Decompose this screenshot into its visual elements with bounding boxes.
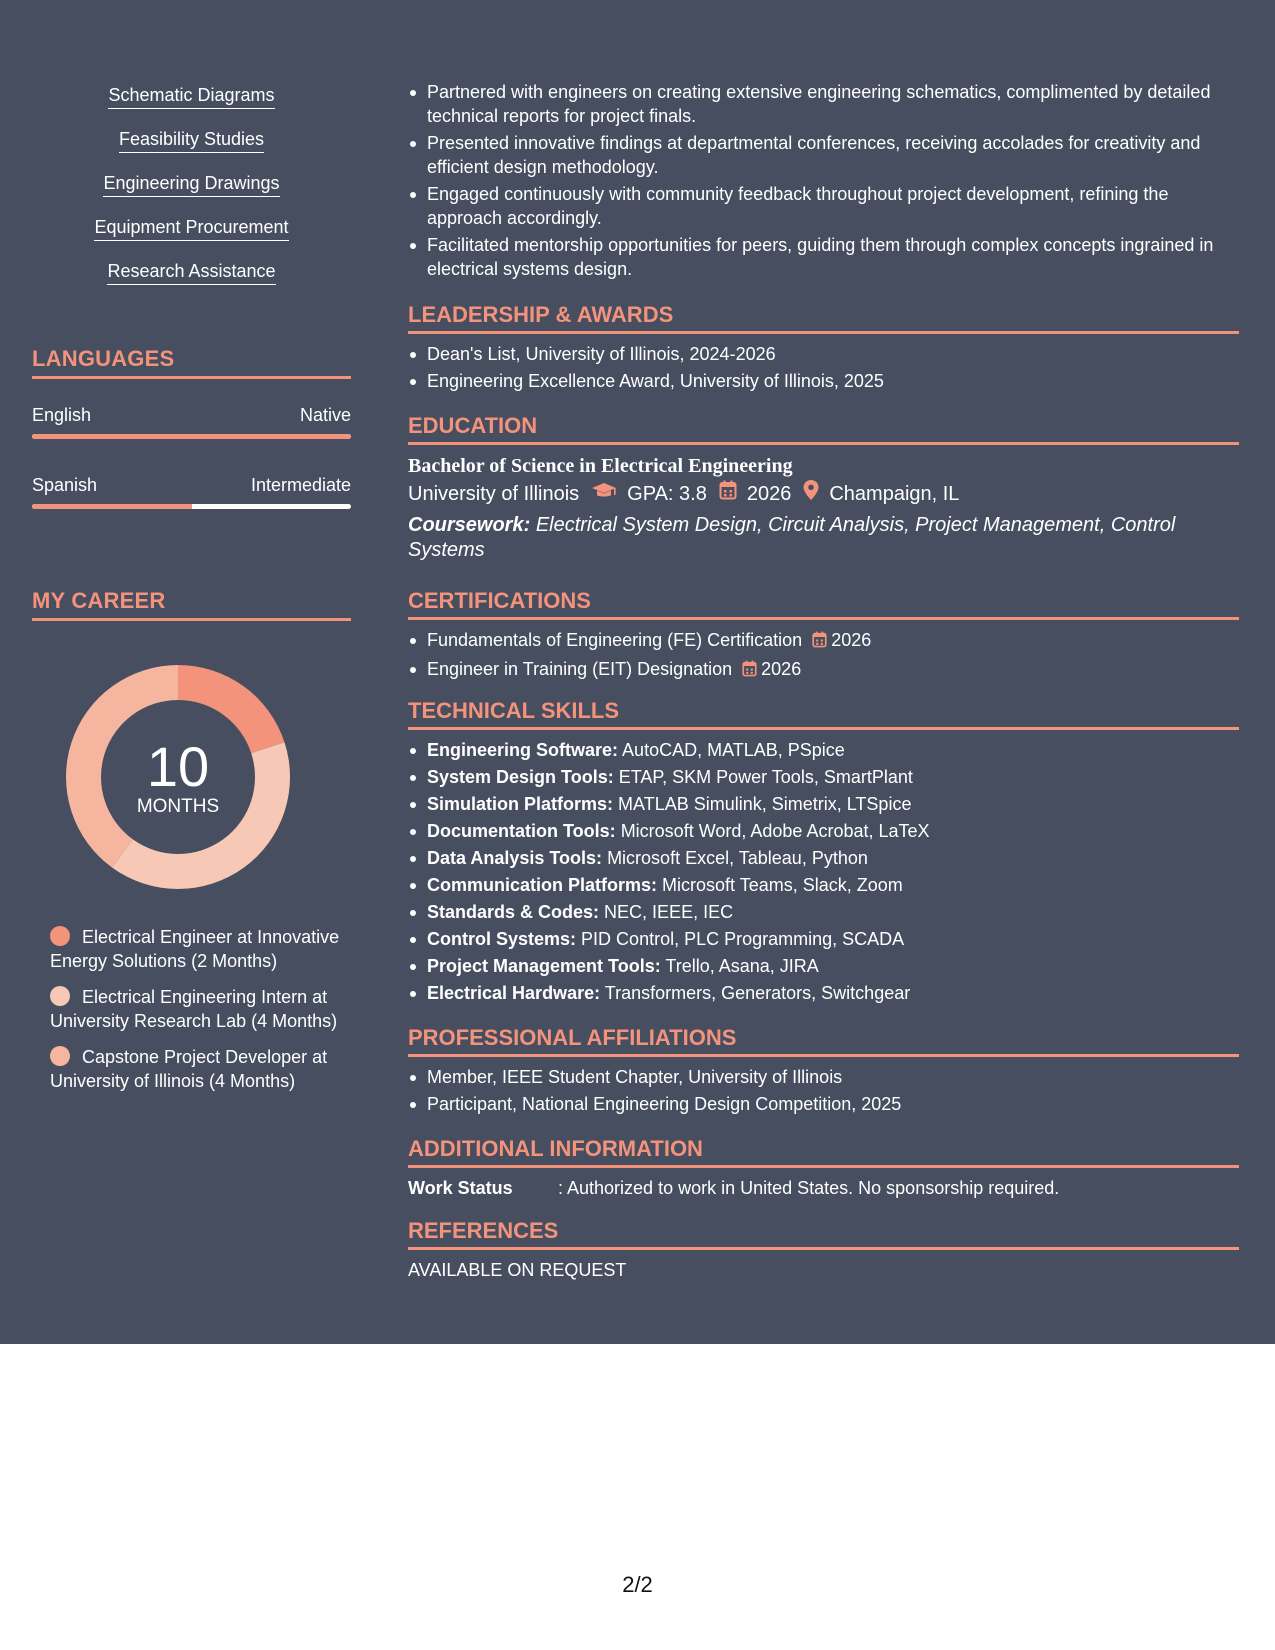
legend-label: Electrical Engineer at Innovative Energy Solutions (2 Months) <box>50 927 340 971</box>
work-status-value: : Authorized to work in United States. No sponsorship required. <box>558 1178 1060 1198</box>
technical-skills-section <box>408 697 1239 1008</box>
skill-label: System Design Tools: <box>427 767 614 787</box>
legend-dot <box>50 986 70 1006</box>
skill-value: ETAP, SKM Power Tools, SmartPlant <box>618 767 913 787</box>
references-heading: REFERENCES <box>408 1217 1239 1250</box>
experience-bullets <box>408 80 1239 284</box>
leadership-heading: LEADERSHIP & AWARDS <box>408 301 1239 334</box>
skill-value: NEC, IEEE, IEC <box>604 902 734 922</box>
references-section <box>408 1217 1239 1282</box>
skill-item <box>408 981 1239 1005</box>
coursework-list: Electrical System Design, Circuit Analysis, Project Management, Control Systems <box>408 514 1176 561</box>
donut-center <box>66 665 290 889</box>
affiliation-item: Member, IEEE Student Chapter, University of Illinois <box>408 1065 1239 1089</box>
additional-info-heading: ADDITIONAL INFORMATION <box>408 1135 1239 1168</box>
location-pin-icon <box>803 479 819 509</box>
affiliations-section <box>408 1024 1239 1119</box>
language-bar-fill <box>32 504 192 509</box>
skill-label: Engineering Software: <box>427 740 619 760</box>
school-name: University of Illinois <box>408 483 580 505</box>
experience-bullet: Facilitated mentorship opportunities for peers, guiding them through complex concepts ingrained in electrical systems design. <box>408 233 1239 281</box>
skill-link-equipment-procurement[interactable]: Equipment Procurement <box>94 216 288 241</box>
certifications-section <box>408 587 1239 686</box>
gpa: GPA: 3.8 <box>627 483 707 505</box>
coursework-label: Coursework: <box>408 514 531 536</box>
education-section <box>408 412 1239 563</box>
legend-item <box>50 1045 340 1093</box>
leadership-list <box>408 342 1239 393</box>
legend-label: Electrical Engineering Intern at University Research Lab (4 Months) <box>50 987 338 1031</box>
calendar-icon <box>719 479 737 509</box>
skill-link-engineering-drawings[interactable]: Engineering Drawings <box>103 172 279 197</box>
coursework <box>408 513 1239 563</box>
legend-label: Capstone Project Developer at University of Illinois (4 Months) <box>50 1047 328 1091</box>
skill-value: Trello, Asana, JIRA <box>665 956 819 976</box>
skill-link-feasibility-studies[interactable]: Feasibility Studies <box>119 128 264 153</box>
language-name: Spanish <box>32 475 98 495</box>
skill-item <box>408 819 1239 843</box>
legend-item <box>50 925 340 973</box>
language-level: Intermediate <box>250 475 351 495</box>
career-heading: MY CAREER <box>32 587 351 621</box>
school-location: Champaign, IL <box>829 483 960 505</box>
certification-year: 2026 <box>761 659 802 679</box>
language-bar-english <box>32 434 351 439</box>
calendar-icon <box>742 659 757 683</box>
skill-item <box>408 738 1239 762</box>
skill-label: Control Systems: <box>427 929 577 949</box>
language-row-english <box>32 404 351 426</box>
technical-skills-list <box>408 738 1239 1005</box>
leadership-item: Dean's List, University of Illinois, 2024-2026 <box>408 342 1239 366</box>
leadership-item: Engineering Excellence Award, University of Illinois, 2025 <box>408 369 1239 393</box>
affiliations-list <box>408 1065 1239 1116</box>
skill-item <box>408 927 1239 951</box>
technical-skills-heading: TECHNICAL SKILLS <box>408 697 1239 730</box>
skill-label: Standards & Codes: <box>427 902 600 922</box>
language-bar-spanish <box>32 504 351 509</box>
legend-dot <box>50 926 70 946</box>
skill-label: Documentation Tools: <box>427 821 616 841</box>
graduation-cap-icon <box>591 479 617 509</box>
certifications-list <box>408 628 1239 683</box>
skill-item <box>408 792 1239 816</box>
education-details <box>408 479 1239 509</box>
skill-value: AutoCAD, MATLAB, PSpice <box>622 740 845 760</box>
education-heading: EDUCATION <box>408 412 1239 445</box>
skill-value: Microsoft Word, Adobe Acrobat, LaTeX <box>620 821 930 841</box>
career-total-unit: MONTHS <box>136 796 220 817</box>
skill-value: Microsoft Teams, Slack, Zoom <box>662 875 903 895</box>
skill-item <box>408 765 1239 789</box>
left-column <box>32 0 351 1344</box>
language-bar-fill <box>32 434 351 439</box>
skill-item <box>408 873 1239 897</box>
language-row-spanish <box>32 474 351 496</box>
skill-label: Data Analysis Tools: <box>427 848 603 868</box>
skill-link-research-assistance[interactable]: Research Assistance <box>107 260 275 285</box>
skill-value: Transformers, Generators, Switchgear <box>604 983 911 1003</box>
language-name: English <box>32 405 92 425</box>
affiliations-heading: PROFESSIONAL AFFILIATIONS <box>408 1024 1239 1057</box>
page-number: 2/2 <box>622 1572 653 1597</box>
certifications-heading: CERTIFICATIONS <box>408 587 1239 620</box>
graduation-year: 2026 <box>746 483 792 505</box>
certification-year: 2026 <box>831 630 872 650</box>
skill-value: MATLAB Simulink, Simetrix, LTSpice <box>618 794 912 814</box>
affiliation-item: Participant, National Engineering Design Competition, 2025 <box>408 1092 1239 1116</box>
experience-bullet: Engaged continuously with community feedback throughout project development, refining the approach accordingly. <box>408 182 1239 230</box>
skill-value: PID Control, PLC Programming, SCADA <box>581 929 905 949</box>
skill-label: Project Management Tools: <box>427 956 661 976</box>
skill-value: Microsoft Excel, Tableau, Python <box>607 848 868 868</box>
additional-info-section <box>408 1135 1239 1200</box>
languages-heading: LANGUAGES <box>32 345 351 379</box>
skill-label: Electrical Hardware: <box>427 983 601 1003</box>
skill-link-schematic-diagrams[interactable]: Schematic Diagrams <box>108 84 274 109</box>
language-level: Native <box>299 405 351 425</box>
experience-bullet: Presented innovative findings at departmental conferences, receiving accolades for creativity and efficient design methodology. <box>408 131 1239 179</box>
degree-title: Bachelor of Science in Electrical Engineering <box>408 455 793 477</box>
career-donut-chart <box>66 665 290 889</box>
certification-item <box>408 628 1239 654</box>
certification-item <box>408 657 1239 683</box>
leadership-section <box>408 301 1239 396</box>
calendar-icon <box>812 630 827 654</box>
certification-name: Fundamentals of Engineering (FE) Certification <box>427 630 803 650</box>
skill-item <box>408 954 1239 978</box>
certification-name: Engineer in Training (EIT) Designation <box>427 659 733 679</box>
work-status-label: Work Status <box>408 1178 513 1198</box>
references-text: AVAILABLE ON REQUEST <box>408 1260 627 1280</box>
career-total-number: 10 <box>146 735 210 798</box>
skill-item <box>408 900 1239 924</box>
legend-item <box>50 985 340 1033</box>
skill-links <box>32 84 351 304</box>
experience-bullet: Partnered with engineers on creating extensive engineering schematics, complimented by detailed technical reports for project finals. <box>408 80 1239 128</box>
work-status-row <box>408 1176 1239 1200</box>
legend-dot <box>50 1046 70 1066</box>
skill-item <box>408 846 1239 870</box>
skill-label: Simulation Platforms: <box>427 794 614 814</box>
career-legend <box>50 925 340 1105</box>
skill-label: Communication Platforms: <box>427 875 658 895</box>
